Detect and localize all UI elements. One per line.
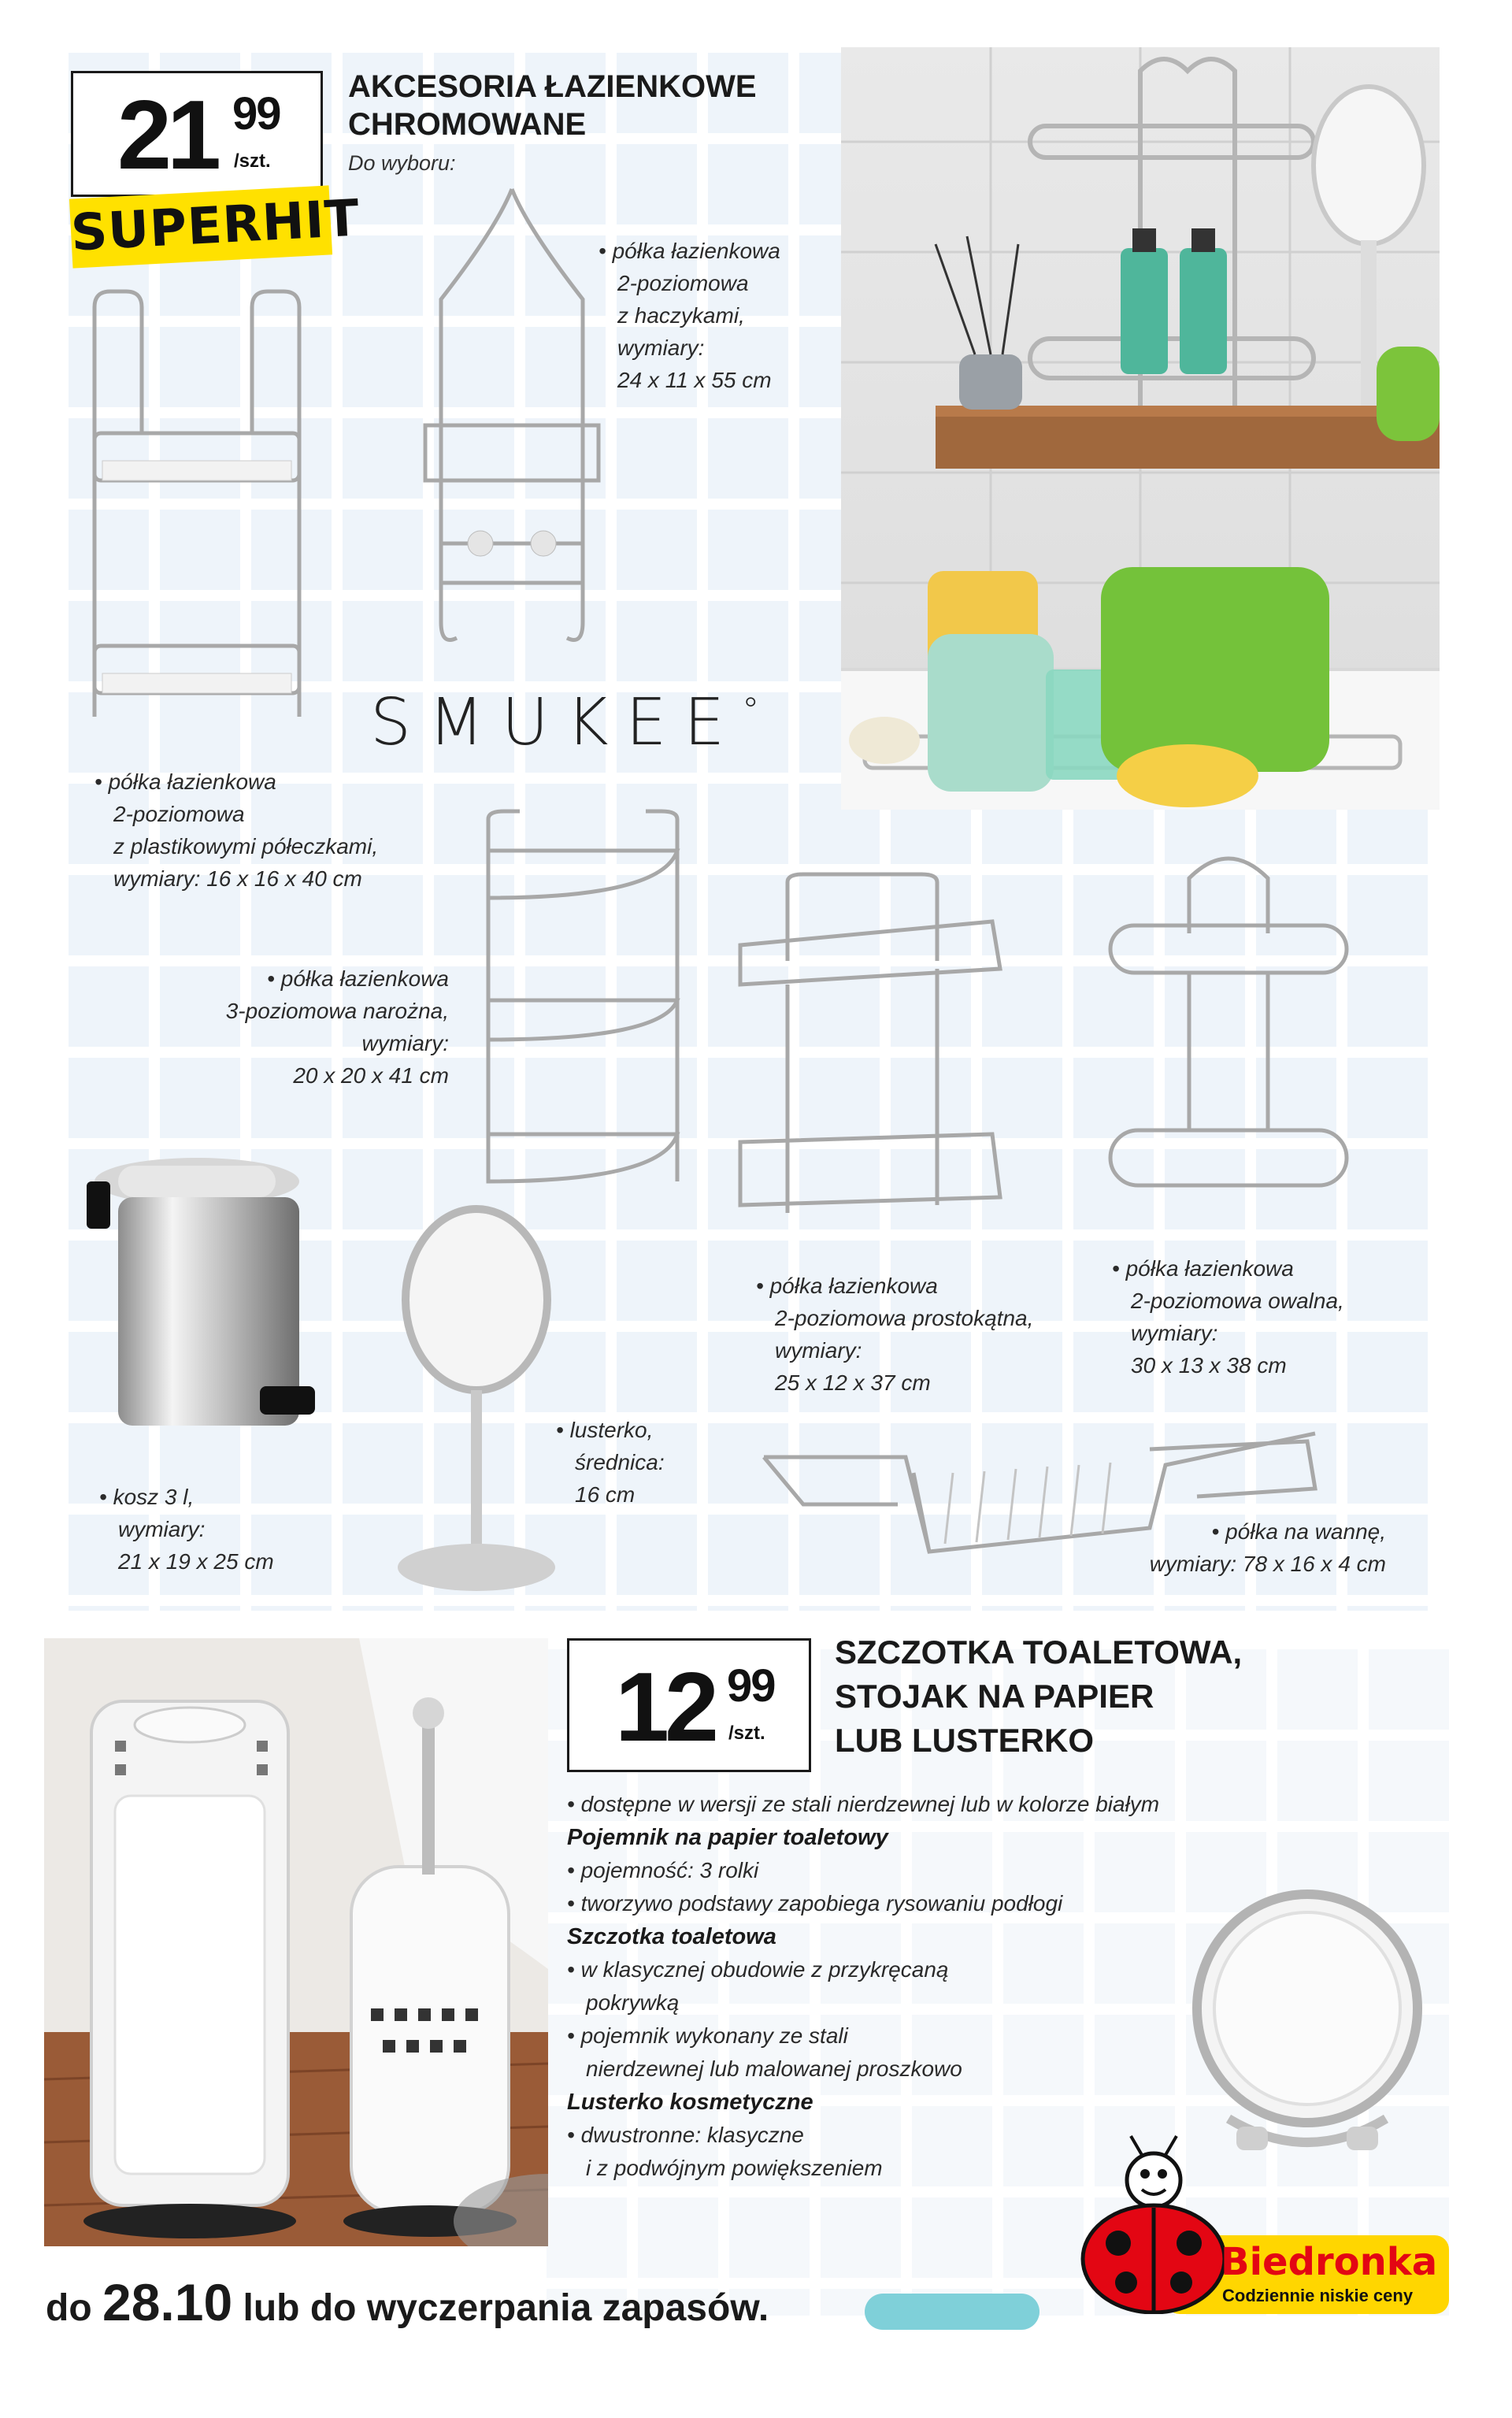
feature-item: • dostępne w wersji ze stali nierdzewnej lub w kolorze białym [567,1792,1160,1816]
feature-heading: Lusterko kosmetyczne [567,2090,813,2115]
logo-tagline: Codziennie niskie ceny [1222,2286,1414,2305]
offer2-feature-list [567,1788,1276,2185]
round-cosmetic-mirror-image [1181,1882,1433,2166]
feature-heading: Szczotka toaletowa [567,1924,776,1949]
feature-item: • w klasycznej obudowie z przykręcaną [567,1957,949,1982]
product-desc-bin: • kosz 3 l, wymiary: 21 x 19 x 25 cm [99,1485,274,1574]
price-unit: /szt. [234,150,271,172]
price-decimal: 99 [727,1660,775,1712]
pedal-bin-image [79,1150,331,1449]
offer1-subtitle: Do wyboru: [348,151,456,175]
feature-item: pokrywką [586,1990,680,2015]
feature-item: • pojemnik wykonany ze stali [567,2023,848,2048]
feature-item: • dwustronne: klasyczne [567,2123,804,2147]
feature-item: • pojemność: 3 rolki [567,1858,759,1882]
bathroom-shelf-photo [841,47,1440,810]
product-desc-bathtub-rack: • półka na wannę, wymiary: 78 x 16 x 4 cm [1149,1519,1386,1576]
price-whole: 12 [615,1653,714,1762]
product-desc-shelf-hooks: • półka łazienkowa 2-poziomowa z haczykami, wymiary: 24 x 11 x 55 cm [598,239,780,392]
price-decimal: 99 [232,88,280,139]
shelf-with-hooks-image [410,181,614,654]
product-desc-shelf-corner: • półka łazienkowa 3-poziomowa narożna, wymiary: 20 x 20 x 41 cm [225,966,449,1088]
logo-name: Biedronka [1221,2240,1438,2284]
product-desc-shelf-oval: • półka łazienkowa 2-poziomowa owalna, wymiary: 30 x 13 x 38 cm [1112,1256,1344,1378]
shelf-rectangular-2-tier-image [732,866,1016,1237]
shelf-oval-2-tier-image [1102,847,1354,1217]
product-desc-shelf-rectangular: • półka łazienkowa 2-poziomowa prostokątna, wymiary: 25 x 12 x 37 cm [756,1274,1034,1395]
feature-heading: Pojemnik na papier toaletowy [567,1825,888,1850]
brand-logo: SMUKEE° [370,685,777,760]
feature-item: i z podwójnym powiększeniem [586,2156,883,2180]
ladybug-icon [1079,2133,1228,2314]
offer2-title: SZCZOTKA TOALETOWA, STOJAK NA PAPIER LUB LUSTERKO [835,1634,1243,1759]
cosmetic-mirror-image [386,1197,567,1591]
footer-decoration [865,2294,1040,2330]
offer1-title: AKCESORIA ŁAZIENKOWE CHROMOWANE [348,69,757,142]
price-box-offer2 [567,1638,811,1772]
bathroom-scene-image [841,47,1440,810]
product-desc-shelf-plastic: • półka łazienkowa 2-poziomowa z plastikowymi półeczkami, wymiary: 16 x 16 x 40 cm [94,770,379,891]
feature-item: nierdzewnej lub malowanej proszkowo [586,2056,962,2081]
shelf-plastic-2-tier-image [79,276,315,732]
price-box-offer1 [71,71,323,197]
shelf-corner-3-tier-image [472,803,701,1197]
product-desc-mirror: • lusterko, średnica: 16 cm [556,1418,665,1507]
validity-date: 28.10 [102,2273,233,2331]
toilet-accessories-image [44,1638,548,2246]
biedronka-logo [1166,2235,1449,2314]
price-whole: 21 [117,81,217,190]
feature-item: • tworzywo podstawy zapobiega rysowaniu podłogi [567,1891,1063,1915]
toilet-accessories-photo [44,1638,548,2246]
offer-validity: do 28.10 lub do wyczerpania zapasów. [46,2273,769,2331]
price-unit: /szt. [728,1723,765,1744]
superhit-badge: SUPERHIT [69,185,332,268]
